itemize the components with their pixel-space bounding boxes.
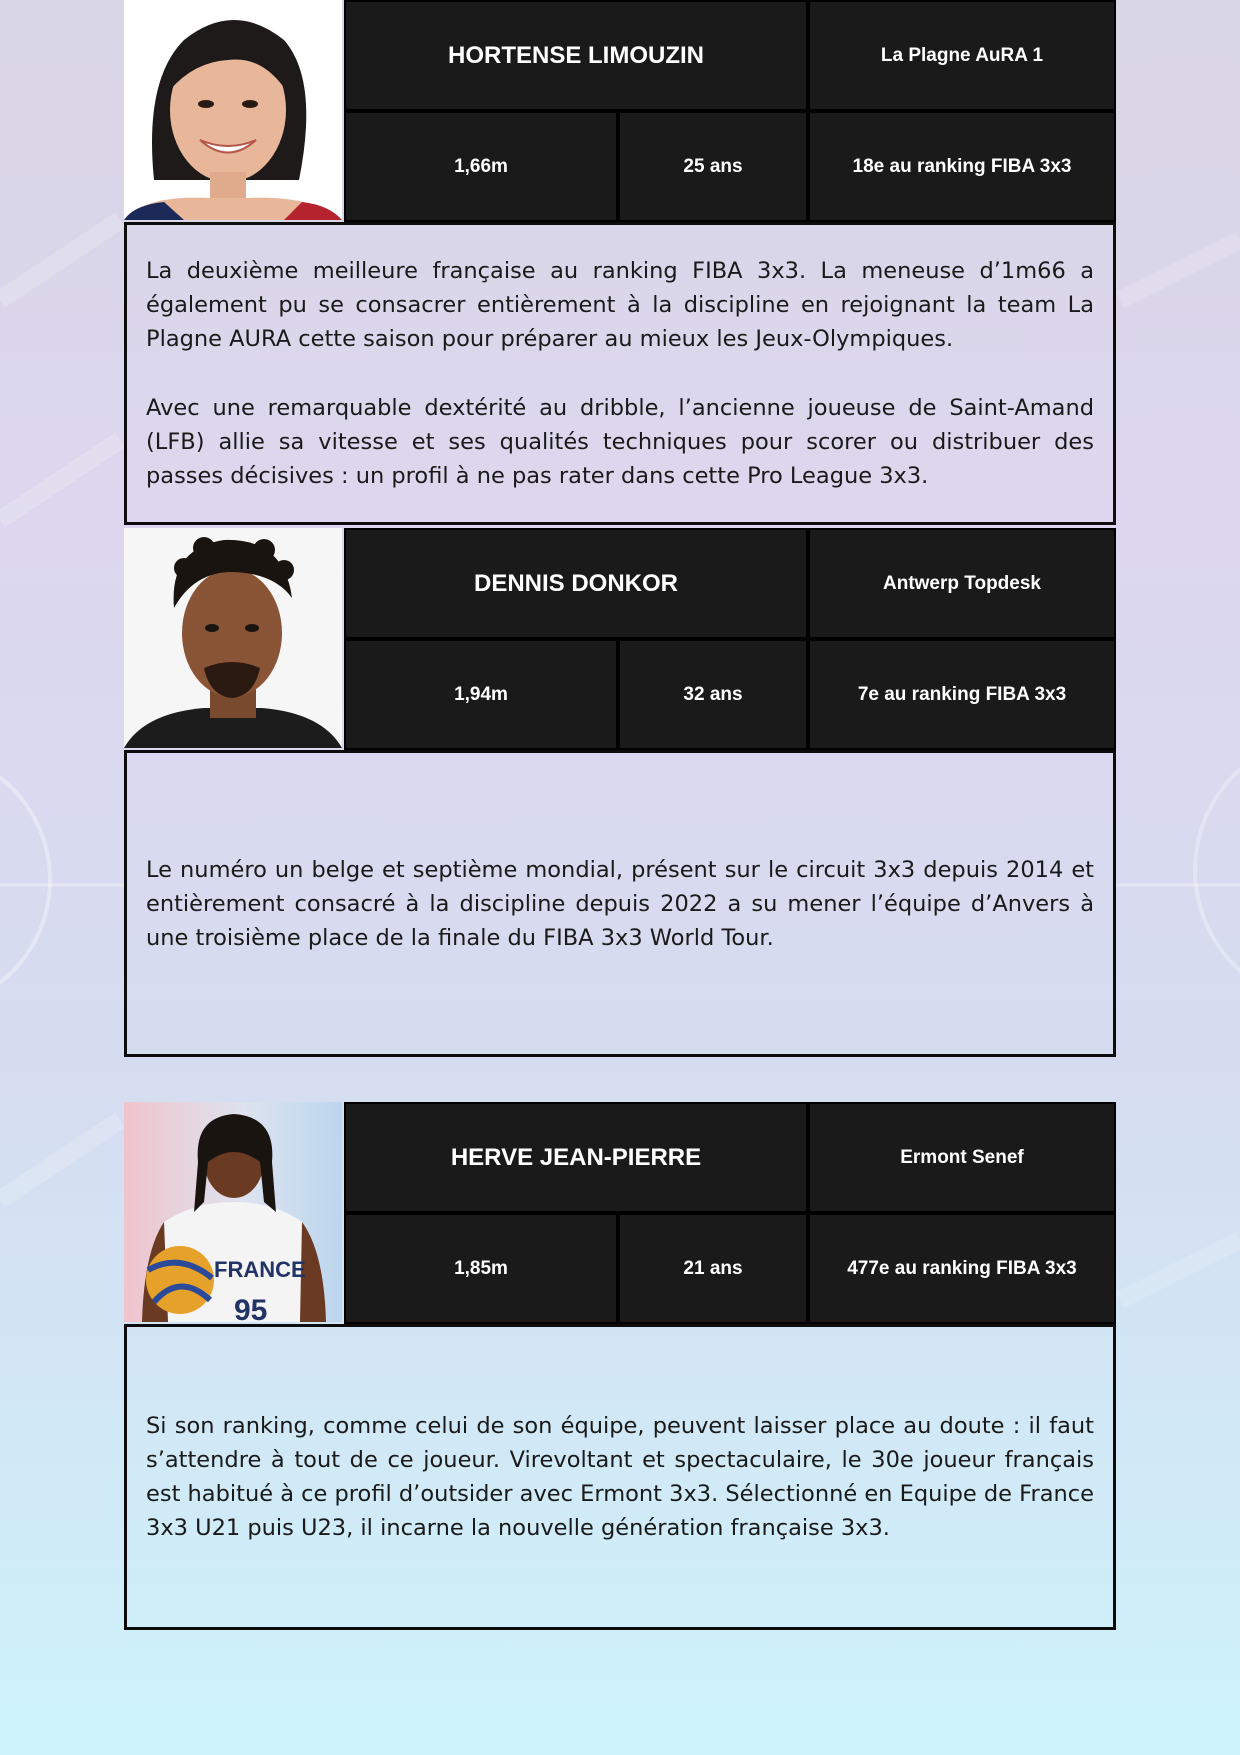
player-header (124, 1102, 1116, 1324)
description-paragraph: Avec une remarquable dextérité au dribble, l’ancienne joueuse de Saint-Amand (LFB) allie sa vitesse et ses qualités techniques pour scorer ou distribuer des passes décisives : un profil à ne pas rater dans cette Pro League 3x3. (146, 395, 1094, 489)
description-paragraph: Si son ranking, comme celui de son équipe, peuvent laisser place au doute : il faut s’attendre à tout de ce joueur. Virevoltant et spectaculaire, le 30e joueur français est habitué à ce profil d’outsider avec Ermont 3x3. Sélectionné en Equipe de France 3x3 U21 puis U23, il incarne la nouvelle génération française 3x3. (146, 1413, 1094, 1541)
player-age: 32 ans (618, 639, 808, 750)
player-card-jean-pierre (124, 1102, 1116, 1630)
player-card-limouzin (124, 0, 1116, 525)
player-age: 21 ans (618, 1213, 808, 1324)
player-team: La Plagne AuRA 1 (808, 0, 1116, 111)
player-header (124, 0, 1116, 222)
player-photo (124, 528, 342, 748)
player-height: 1,94m (344, 639, 618, 750)
player-photo (124, 0, 342, 220)
jersey-number: 95 (234, 1294, 268, 1322)
player-photo (124, 1102, 342, 1322)
jersey-text: FRANCE (214, 1257, 306, 1282)
player-description (124, 1324, 1116, 1630)
player-age: 25 ans (618, 111, 808, 222)
player-ranking: 477e au ranking FIBA 3x3 (808, 1213, 1116, 1324)
description-paragraph: La deuxième meilleure française au ranking FIBA 3x3. La meneuse d’1m66 a également pu se consacrer entièrement à la discipline en rejoignant la team La Plagne AURA cette saison pour préparer au mieux les Jeux-Olympiques. (146, 258, 1094, 352)
player-description (124, 750, 1116, 1057)
player-name: DENNIS DONKOR (344, 528, 808, 639)
player-team: Antwerp Topdesk (808, 528, 1116, 639)
player-description (124, 222, 1116, 525)
player-ranking: 7e au ranking FIBA 3x3 (808, 639, 1116, 750)
player-header (124, 528, 1116, 750)
player-name: HORTENSE LIMOUZIN (344, 0, 808, 111)
player-height: 1,85m (344, 1213, 618, 1324)
description-paragraph: Le numéro un belge et septième mondial, présent sur le circuit 3x3 depuis 2014 et entièrement consacré à la discipline depuis 2022 a su mener l’équipe d’Anvers à une troisième place de la finale du FIBA 3x3 World Tour. (146, 856, 1094, 951)
player-name: HERVE JEAN-PIERRE (344, 1102, 808, 1213)
player-ranking: 18e au ranking FIBA 3x3 (808, 111, 1116, 222)
player-height: 1,66m (344, 111, 618, 222)
player-card-donkor (124, 528, 1116, 1057)
player-team: Ermont Senef (808, 1102, 1116, 1213)
